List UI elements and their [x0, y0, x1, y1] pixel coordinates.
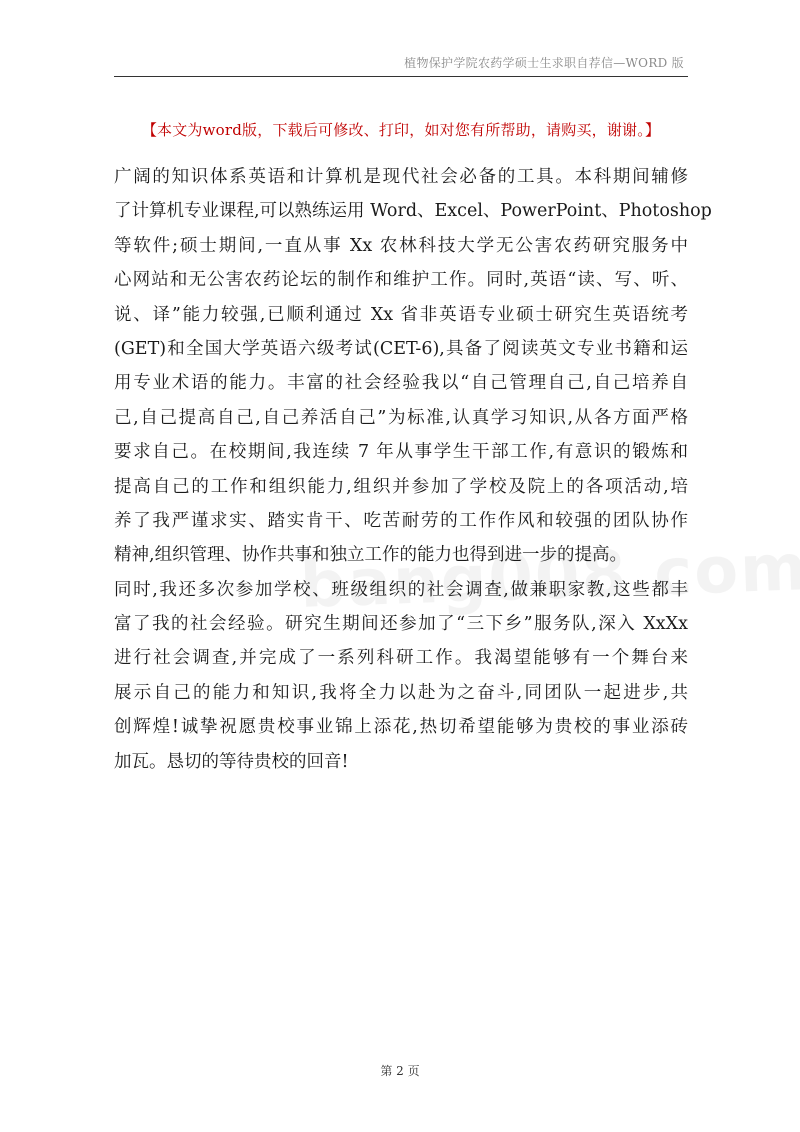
body-line: 精神,组织管理、协作共事和独立工作的能力也得到进一步的提高。 — [114, 545, 628, 566]
body-line: 用专业术语的能力。丰富的社会经验我以“自己管理自己,自己培养自 — [114, 373, 688, 394]
body-line: 提高自己的工作和组织能力,组织并参加了学校及院上的各项活动,培 — [114, 476, 688, 497]
body-line: 说、译”能力较强,已顺利通过 Xx 省非英语专业硕士研究生英语统考 — [114, 304, 688, 325]
body-line: 富了我的社会经验。研究生期间还参加了“三下乡”服务队,深入 XxXx — [114, 614, 688, 635]
body-line: (GET)和全国大学英语六级考试(CET-6),具备了阅读英文专业书籍和运 — [114, 338, 688, 359]
body-line: 心网站和无公害农药论坛的制作和维护工作。同时,英语“读、写、听、 — [114, 270, 688, 291]
header-divider — [114, 76, 688, 77]
body-line: 己,自己提高自己,自己养活自己”为标准,认真学习知识,从各方面严格 — [114, 407, 688, 428]
page-header-title: 植物保护学院农药学硕士生求职自荐信—WORD 版 — [404, 56, 684, 70]
body-line: 等软件;硕士期间,一直从事 Xx 农林科技大学无公害农药研究服务中 — [114, 235, 688, 256]
body-line: 同时,我还多次参加学校、班级组织的社会调查,做兼职家教,这些都丰 — [114, 579, 688, 600]
download-notice: 【本文为word版，下载后可修改、打印，如对您有所帮助，请购买，谢谢。】 — [141, 121, 661, 139]
body-line: 养了我严谨求实、踏实肯干、吃苦耐劳的工作作风和较强的团队协作 — [114, 510, 688, 531]
letter-body — [114, 160, 712, 779]
body-line: 创辉煌!诚挚祝愿贵校事业锦上添花,热切希望能够为贵校的事业添砖 — [114, 717, 688, 738]
body-line: 进行社会调查,并完成了一系列科研工作。我渴望能够有一个舞台来 — [114, 648, 688, 669]
body-line: 加瓦。恳切的等待贵校的回音! — [114, 751, 349, 772]
body-line: 展示自己的能力和知识,我将全力以赴为之奋斗,同团队一起进步,共 — [114, 682, 688, 703]
body-line: 了计算机专业课程,可以熟练运用 Word、Excel、PowerPoint、Photoshop — [114, 201, 712, 222]
body-line: 要求自己。在校期间,我连续 7 年从事学生干部工作,有意识的锻炼和 — [114, 442, 688, 463]
body-line: 广阔的知识体系英语和计算机是现代社会必备的工具。本科期间辅修 — [114, 167, 688, 187]
page-number: 第 2 页 — [380, 1064, 420, 1078]
